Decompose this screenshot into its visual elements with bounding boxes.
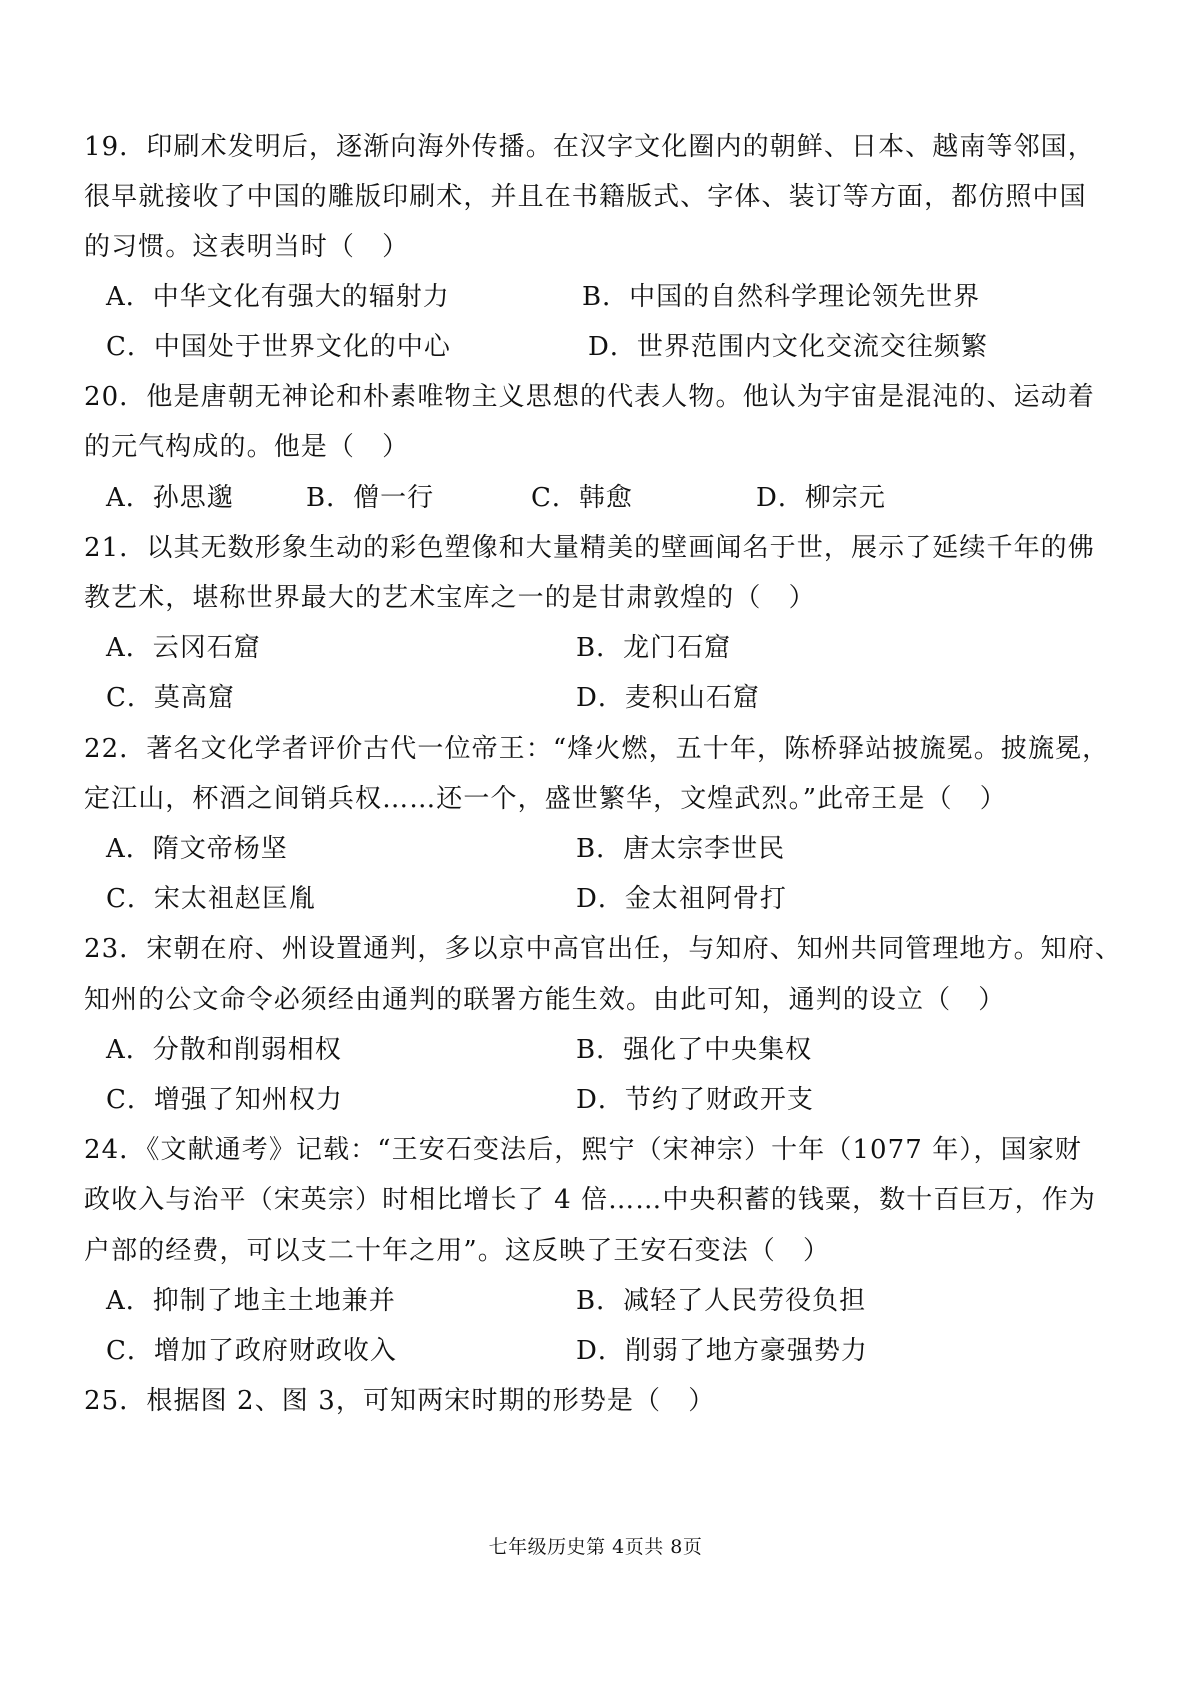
question-20-option-a: A．孙思邈 [106,483,234,513]
question-20-stem: 20．他是唐朝无神论和朴素唯物主义思想的代表人物。他认为宇宙是混沌的、运动着 [84,382,1095,412]
question-23-option-b: B．强化了中央集权 [576,1035,813,1065]
question-21-option-d: D．麦积山石窟 [576,683,760,713]
question-19-stem: 很早就接收了中国的雕版印刷术，并且在书籍版式、字体、装订等方面，都仿照中国 [84,182,1087,212]
question-24-option-a: A．抑制了地主土地兼并 [106,1286,396,1316]
question-20-option-c: C．韩愈 [531,483,633,513]
question-24-option-c: C．增加了政府财政收入 [106,1336,397,1366]
question-22-option-d: D．金太祖阿骨打 [576,884,787,914]
question-22-option-b: B．唐太宗李世民 [576,834,786,864]
question-19-option-c: C．中国处于世界文化的中心 [106,332,451,362]
question-23-option-d: D．节约了财政开支 [576,1085,814,1115]
question-22-option-a: A．隋文帝杨坚 [106,834,288,864]
question-22-option-c: C．宋太祖赵匡胤 [106,884,316,914]
question-24-stem: 24．《文献通考》记载：“王安石变法后，熙宁（宋神宗）十年（1077 年），国家财 [84,1135,1082,1165]
question-24-stem: 政收入与治平（宋英宗）时相比增长了 4 倍……中央积蓄的钱粟，数十百巨万，作为 [84,1185,1096,1215]
question-19-stem: 的习惯。这表明当时（ ） [84,232,410,262]
question-19-option-b: B．中国的自然科学理论领先世界 [582,282,981,312]
question-20-stem: 的元气构成的。他是（ ） [84,432,410,462]
page-footer: 七年级历史第 4页共 8页 [488,1536,703,1558]
question-21-option-a: A．云冈石窟 [106,633,261,663]
question-21-stem: 21．以其无数形象生动的彩色塑像和大量精美的壁画闻名于世，展示了延续千年的佛 [84,533,1095,563]
question-24-option-b: B．减轻了人民劳役负担 [576,1286,867,1316]
question-23-stem: 23．宋朝在府、州设置通判，多以京中高官出任，与知府、知州共同管理地方。知府、 [84,934,1122,964]
question-23-option-c: C．增强了知州权力 [106,1085,343,1115]
question-21-option-c: C．莫高窟 [106,683,235,713]
question-23-option-a: A．分散和削弱相权 [106,1035,342,1065]
question-25-stem: 25．根据图 2、图 3，可知两宋时期的形势是（ ） [84,1386,716,1416]
question-24-stem: 户部的经费，可以支二十年之用”。这反映了王安石变法（ ） [84,1236,831,1266]
question-23-stem: 知州的公文命令必须经由通判的联署方能生效。由此可知，通判的设立（ ） [84,985,1006,1015]
question-20-option-b: B．僧一行 [306,483,435,513]
question-21-stem: 教艺术，堪称世界最大的艺术宝库之一的是甘肃敦煌的（ ） [84,583,816,613]
question-22-stem: 定江山，杯酒之间销兵权……还一个，盛世繁华，文煌武烈。”此帝王是（ ） [84,784,1007,814]
question-19-option-d: D．世界范围内文化交流交往频繁 [588,332,988,362]
question-19-option-a: A．中华文化有强大的辐射力 [106,282,450,312]
question-19-stem: 19．印刷术发明后，逐渐向海外传播。在汉字文化圈内的朝鲜、日本、越南等邻国， [84,132,1095,162]
question-24-option-d: D．削弱了地方豪强势力 [576,1336,868,1366]
question-20-option-d: D．柳宗元 [756,483,886,513]
question-22-stem: 22．著名文化学者评价古代一位帝王：“烽火燃，五十年，陈桥驿站披旒冕。披旒冕， [84,734,1110,764]
question-21-option-b: B．龙门石窟 [576,633,732,663]
